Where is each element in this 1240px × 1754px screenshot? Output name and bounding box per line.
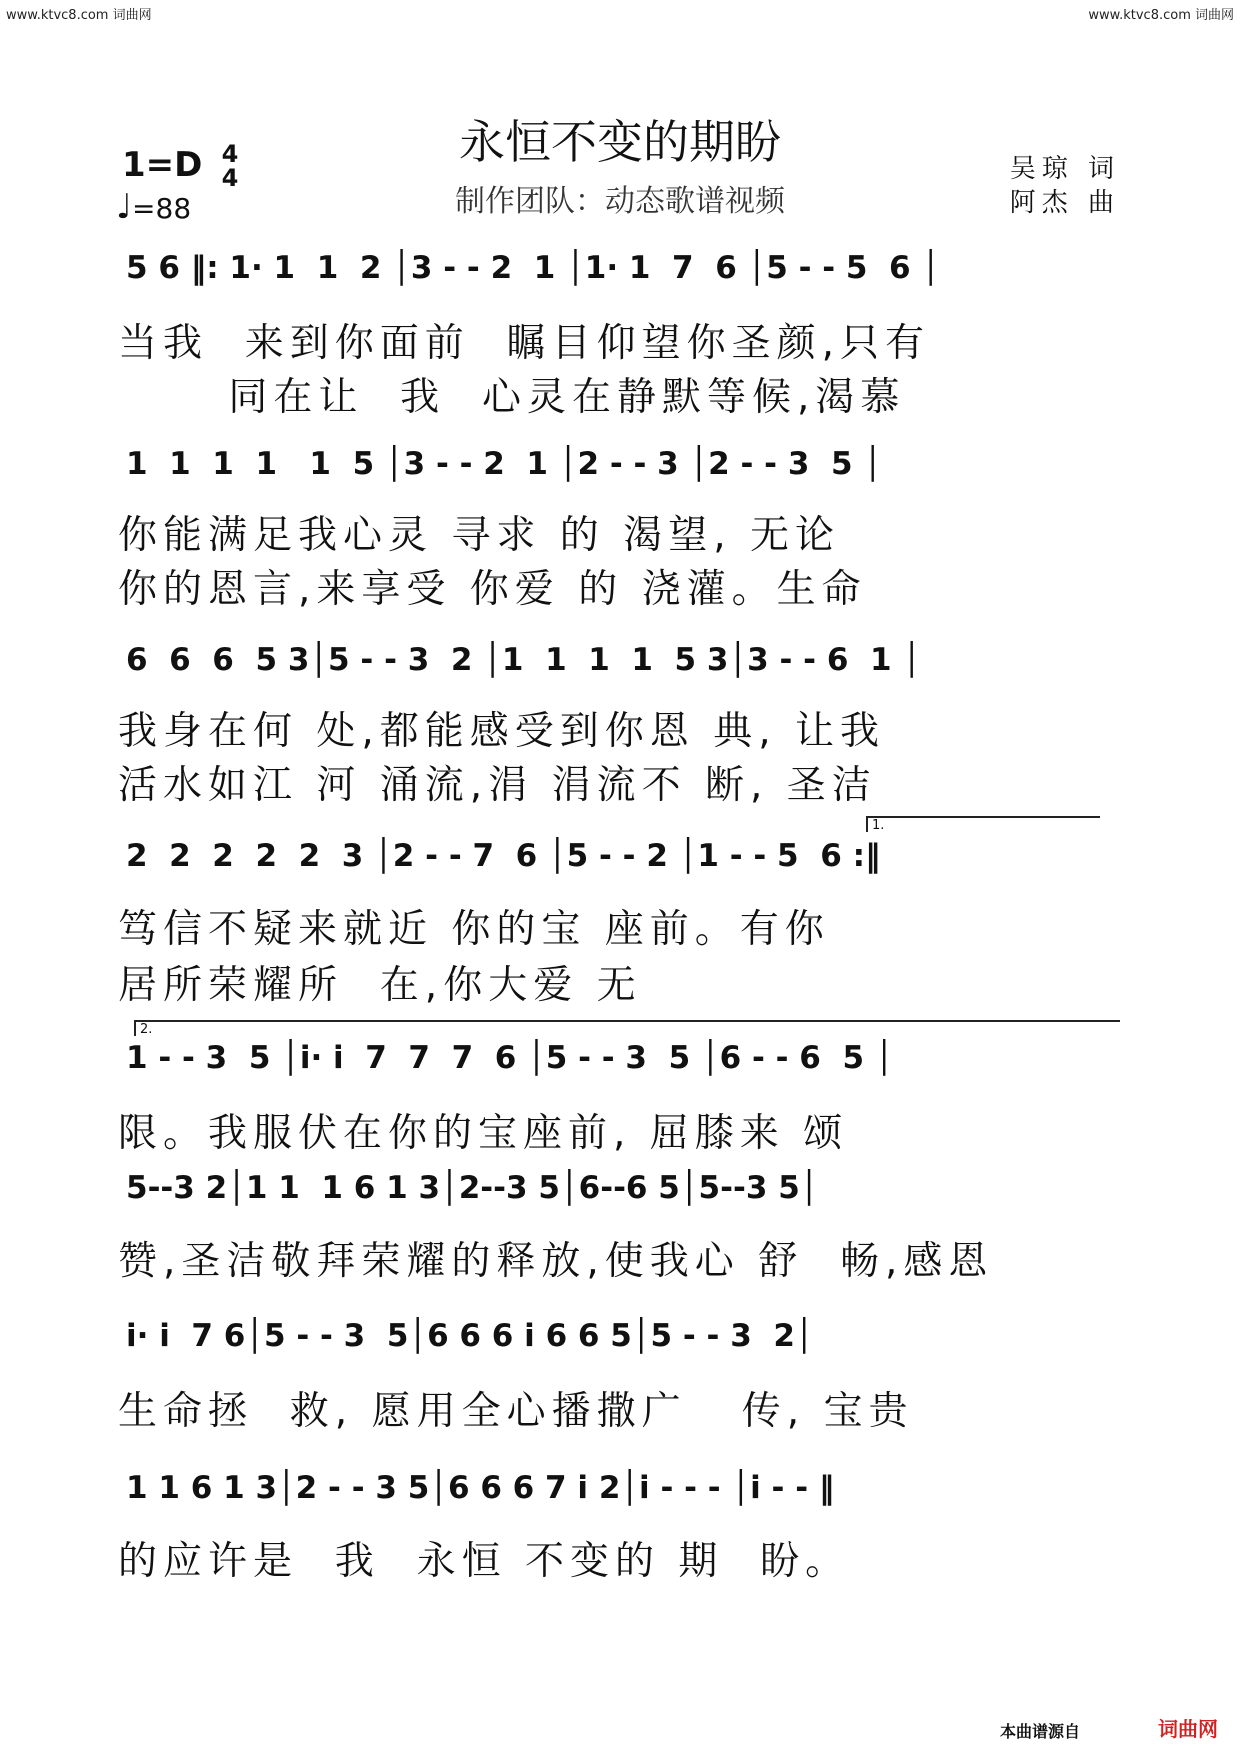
notation-line: 5--3 2│1 1 1 6 1 3│2--3 5│6--6 5│5--3 5│ [126, 1170, 819, 1206]
lyric-line-1: 当我 来到你面前 瞩目仰望你圣颜,只有 [118, 321, 930, 366]
lyric-line-1: 我身在何 处,都能感受到你恩 典, 让我 [118, 709, 885, 754]
composer-credit: 阿杰 曲 [1009, 188, 1120, 218]
footer-site-logo[interactable]: 词曲网 [1158, 1717, 1218, 1741]
tempo-value: =88 [132, 192, 192, 225]
tempo-marking [116, 187, 191, 227]
lyric-line-1: 生命拯 救, 愿用全心播撒广 传, 宝贵 [118, 1389, 914, 1434]
key-signature: 1=D [122, 145, 203, 185]
header-right-watermark: www.ktvc8.com 词曲网 [1088, 8, 1234, 23]
lyric-line-1: 的应许是 我 永恒 不变的 期 盼。 [118, 1539, 851, 1584]
lyric-line-2: 居所荣耀所 在,你大爱 无 [118, 963, 642, 1008]
notation-line: i· i 7 6│5 - - 3 5│6 6 6 i 6 6 5│5 - - 3 2│ [126, 1318, 814, 1354]
lyric-line-2: 活水如江 河 涌流,涓 涓流不 断, 圣洁 [118, 763, 877, 808]
song-title: 永恒不变的期盼 [459, 115, 781, 169]
time-numerator: 4 [221, 140, 239, 168]
notation-line: 6 6 6 5 3│5 - - 3 2 │1 1 1 1 5 3│3 - - 6 1 │ [126, 642, 921, 678]
header-left-watermark: www.ktvc8.com 词曲网 [6, 8, 152, 23]
notation-line: 1 1 1 1 1 5 │3 - - 2 1 │2 - - 3 │2 - - 3 5 │ [126, 446, 883, 482]
song-subtitle: 制作团队：动态歌谱视频 [455, 184, 785, 219]
first-ending-bracket: 1. [866, 816, 1100, 832]
lyric-line-1: 你能满足我心灵 寻求 的 渴望, 无论 [118, 513, 840, 558]
lyricist-credit: 吴琼 词 [1009, 154, 1120, 184]
time-denominator: 4 [221, 164, 239, 192]
notation-line: 1 - - 3 5 │i· i 7 7 7 6 │5 - - 3 5 │6 - - 6 5 │ [126, 1040, 894, 1076]
notation-line: 5 6 ‖: 1· 1 1 2 │3 - - 2 1 │1· 1 7 6 │5 - - 5 6 │ [126, 250, 941, 286]
notation-line: 2 2 2 2 2 3 │2 - - 7 6 │5 - - 2 │1 - - 5 6 :‖ [126, 838, 881, 874]
lyric-line-2: 你的恩言,来享受 你爱 的 浇灌。生命 [118, 567, 867, 612]
second-ending-bracket: 2. [134, 1020, 1120, 1036]
lyric-line-1: 限。我服伏在你的宝座前, 屈膝来 颂 [118, 1111, 849, 1156]
notation-line: 1 1 6 1 3│2 - - 3 5│6 6 6 7 i 2│i - - - │i - - ‖ [126, 1470, 835, 1506]
lyric-line-2: 同在让 我 心灵在静默等候,渴慕 [118, 375, 906, 420]
footer-source: 本曲谱源自 [999, 1722, 1080, 1741]
quarter-note-icon: ♩ [116, 187, 133, 227]
lyric-line-1: 笃信不疑来就近 你的宝 座前。有你 [118, 907, 830, 952]
time-signature [218, 142, 242, 190]
lyric-line-1: 赞,圣洁敬拜荣耀的释放,使我心 舒 畅,感恩 [118, 1239, 994, 1284]
